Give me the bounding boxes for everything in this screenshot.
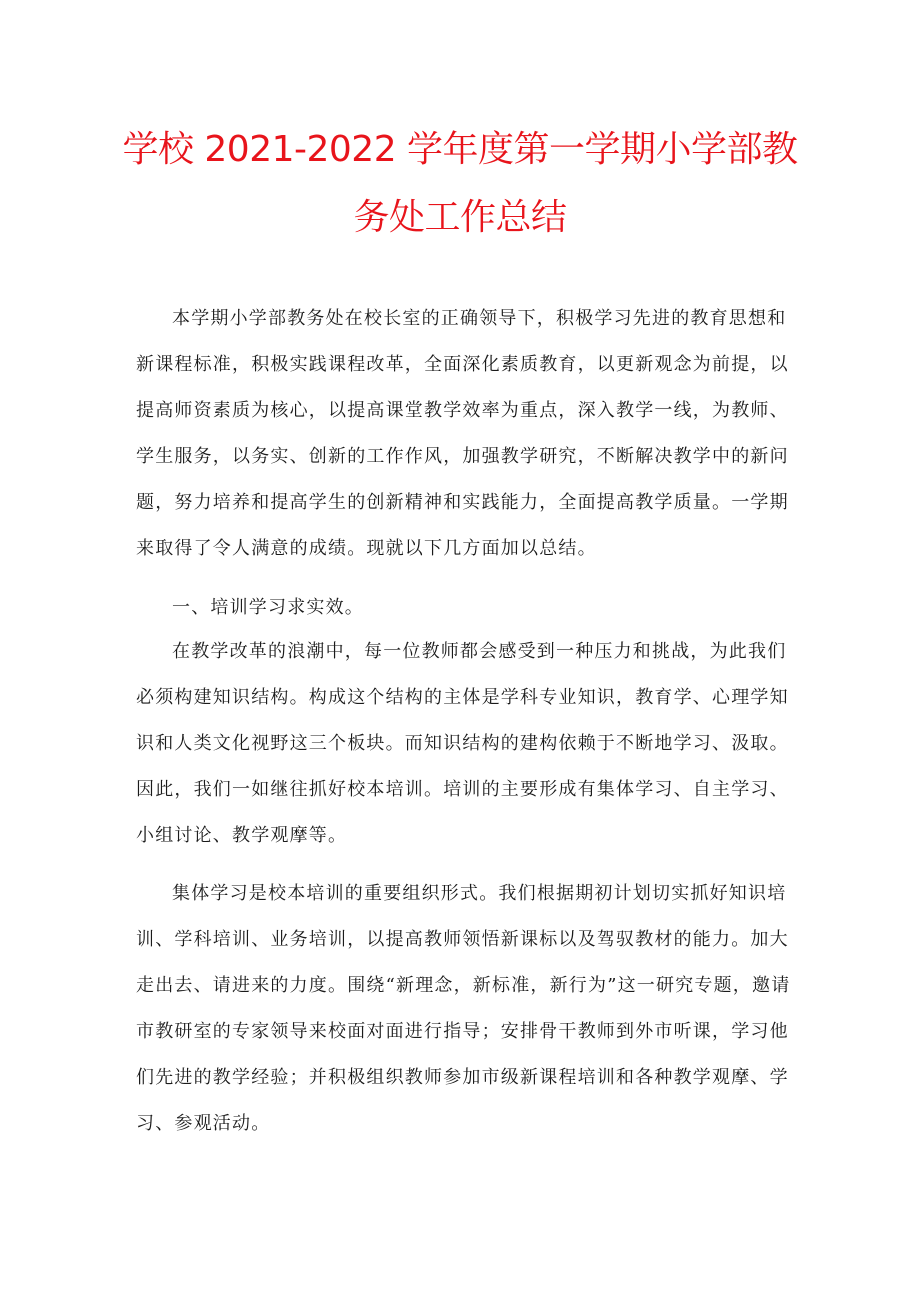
document-title-line-1: 学校 2021-2022 学年度第一学期小学部教 xyxy=(122,129,798,170)
section-heading-training: 一、培训学习求实效。 xyxy=(172,597,364,618)
paragraph-intro: 本学期小学部教务处在校长室的正确领导下，积极学习先进的教育思想和新课程标准，积极实践课程改革，全面深化素质教育，以更新观念为前提，以提高师资素质为核心，以提高课堂教学效率为重点，深入教学一线，为教师、学生服务，以务实、创新的工作作风，加强教学研究，不断解决教学中的新问题，努力培养和提高学生的创新精神和实践能力，全面提高教学质量。一学期来取得了令人满意的成绩。现就以下几方面加以总结。 xyxy=(136,308,789,559)
paragraph-collective-study: 集体学习是校本培训的重要组织形式。我们根据期初计划切实抓好知识培训、学科培训、业务培训，以提高教师领悟新课标以及驾驭教材的能力。加大走出去、请进来的力度。围绕“新理念，新标准，新行为”这一研究专题，邀请市教研室的专家领导来校面对面进行指导；安排骨干教师到外市听课，学习他们先进的教学经验；并积极组织教师参加市级新课程培训和各种教学观摩、学习、参观活动。 xyxy=(136,883,791,1134)
document-title-line-2: 务处工作总结 xyxy=(353,197,567,238)
paragraph-knowledge-structure: 在教学改革的浪潮中，每一位教师都会感受到一种压力和挑战，为此我们必须构建知识结构。构成这个结构的主体是学科专业知识，教育学、心理学知识和人类文化视野这三个板块。而知识结构的建构依赖于不断地学习、汲取。因此，我们一如继往抓好校本培训。培训的主要形成有集体学习、自主学习、小组讨论、教学观摩等。 xyxy=(136,641,789,846)
